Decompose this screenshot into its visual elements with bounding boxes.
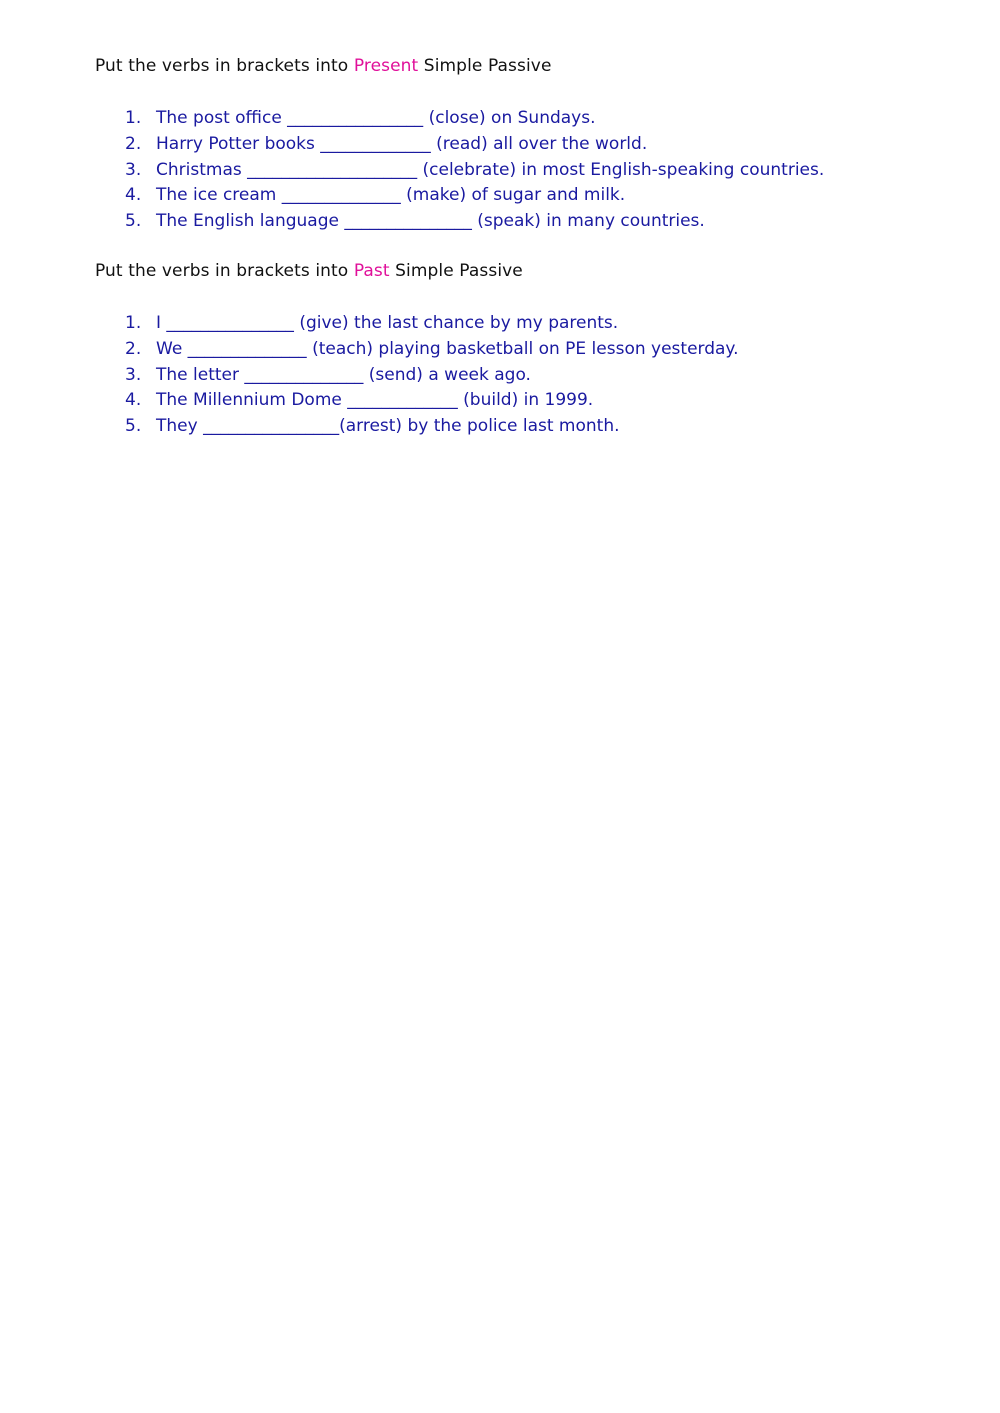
item-number: 2.	[125, 338, 142, 359]
item-text: The ice cream ______________ (make) of sugar and milk.	[156, 185, 626, 206]
item-number: 1.	[125, 108, 142, 128]
item-text: The letter ______________ (send) a week ago.	[156, 364, 531, 385]
exercise-item	[125, 311, 738, 337]
exercise-item	[125, 337, 738, 363]
item-number: 5.	[125, 211, 142, 232]
item-number: 1.	[125, 313, 142, 333]
exercise-item	[125, 414, 738, 440]
section-heading	[95, 56, 552, 76]
item-text: I _______________ (give) the last chance by my parents.	[156, 313, 619, 333]
heading-suffix: Simple Passive	[418, 56, 552, 76]
exercise-item	[125, 158, 824, 184]
item-number: 3.	[125, 364, 142, 385]
heading-suffix: Simple Passive	[389, 261, 523, 281]
heading-tense: Present	[353, 56, 419, 76]
exercise-list	[125, 311, 738, 440]
heading-prefix: Put the verbs in brackets into	[95, 56, 354, 76]
item-number: 3.	[125, 159, 142, 180]
item-number: 2.	[125, 133, 142, 154]
item-number: 5.	[125, 416, 142, 437]
item-number: 4.	[125, 390, 142, 411]
exercise-item	[125, 363, 738, 389]
item-text: The Millennium Dome _____________ (build) in 1999.	[156, 390, 594, 411]
exercise-item	[125, 132, 824, 158]
heading-tense: Past	[353, 261, 390, 281]
section-heading	[95, 261, 523, 281]
item-number: 4.	[125, 185, 142, 206]
exercise-item	[125, 106, 824, 132]
exercise-list	[125, 106, 824, 235]
item-text: We ______________ (teach) playing basketball on PE lesson yesterday.	[156, 338, 739, 359]
item-text: The English language _______________ (speak) in many countries.	[156, 211, 705, 232]
item-text: Christmas ____________________ (celebrate) in most English-speaking countries.	[156, 159, 825, 180]
item-text: The post office ________________ (close) on Sundays.	[156, 108, 596, 128]
item-text: Harry Potter books _____________ (read) all over the world.	[156, 133, 648, 154]
item-text: They ________________(arrest) by the police last month.	[156, 416, 620, 437]
exercise-item	[125, 183, 824, 209]
heading-prefix: Put the verbs in brackets into	[95, 261, 354, 281]
exercise-item	[125, 209, 824, 235]
exercise-item	[125, 388, 738, 414]
